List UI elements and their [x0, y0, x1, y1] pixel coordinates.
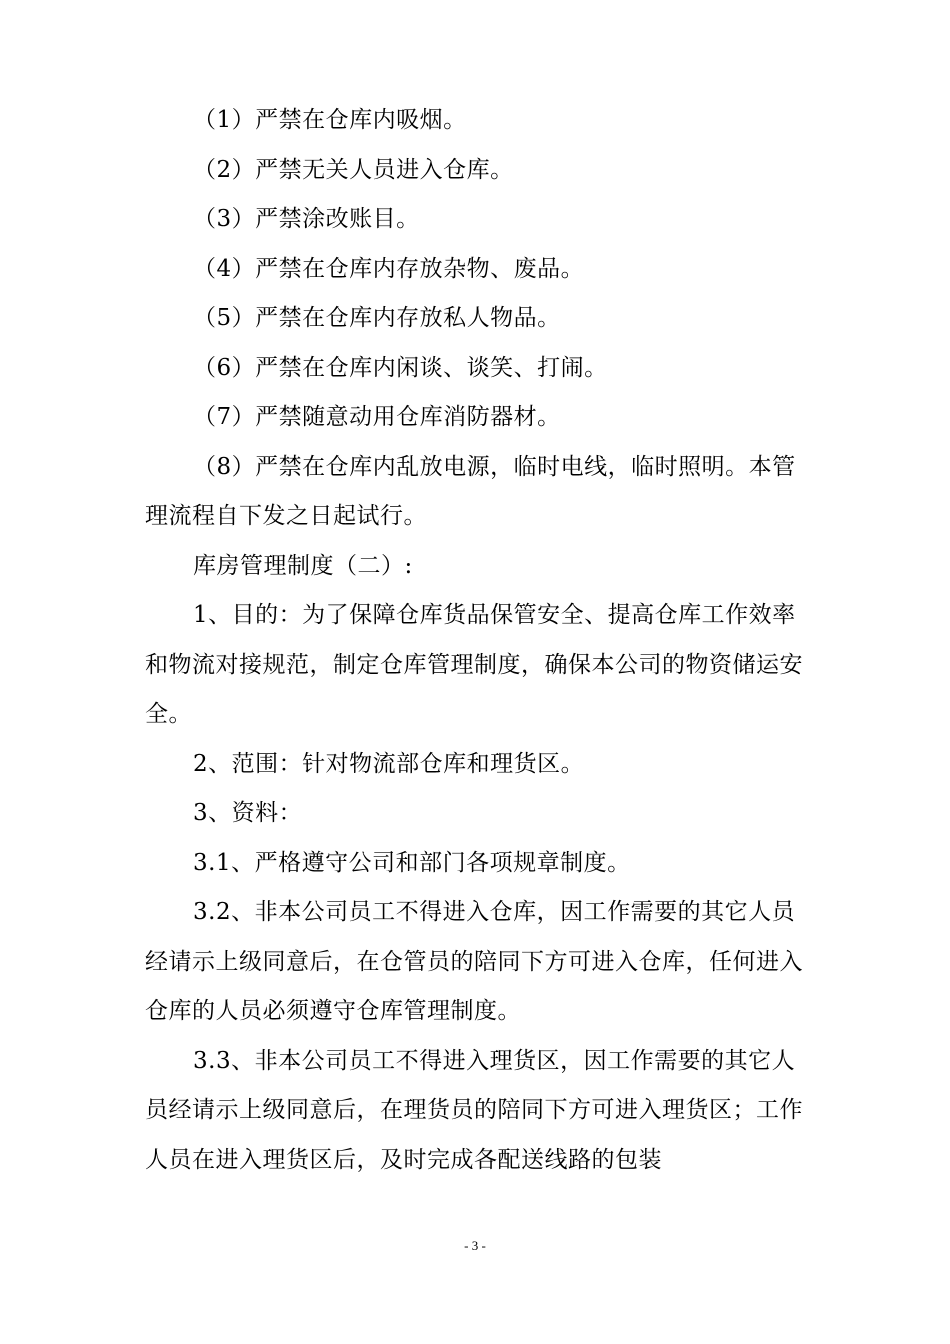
rule-1: （1）严禁在仓库内吸烟。	[193, 107, 467, 133]
clause-3-1: 3.1、严格遵守公司和部门各项规章制度。	[193, 849, 631, 876]
rule-4: （4）严禁在仓库内存放杂物、废品。	[193, 255, 585, 282]
purpose-paragraph: 1、目的：为了保障仓库货品保管安全、提高仓库工作效率和物流对接规范，制定仓库管理制度，确保本公司的物资储运安全。	[145, 602, 803, 727]
rule-7: （7）严禁随意动用仓库消防器材。	[193, 404, 561, 430]
section-title: 库房管理制度（二）:	[193, 552, 413, 579]
rule-6: （6）严禁在仓库内闲谈、谈笑、打闹。	[193, 354, 608, 381]
materials-heading: 3、资料：	[193, 800, 303, 826]
rule-5: （5）严禁在仓库内存放私人物品。	[193, 305, 561, 331]
rule-3: （3）严禁涂改账目。	[193, 206, 420, 232]
clause-3-2: 3.2、非本公司员工不得进入仓库，因工作需要的其它人员经请示上级同意后，在仓管员的陪同下方可进入仓库，任何进入仓库的人员必须遵守仓库管理制度。	[145, 899, 803, 1024]
rule-8: （8）严禁在仓库内乱放电源，临时电线，临时照明。本管理流程自下发之日起试行。	[145, 453, 796, 529]
rule-2: （2）严禁无关人员进入仓库。	[193, 156, 514, 183]
clause-3-3: 3.3、非本公司员工不得进入理货区，因工作需要的其它人员经请示上级同意后，在理货员的陪同下方可进入理货区；工作人员在进入理货区后，及时完成各配送线路的包装	[145, 1047, 803, 1173]
page-number: - 3 -	[464, 1238, 486, 1253]
scope-paragraph: 2、范围：针对物流部仓库和理货区。	[193, 750, 585, 777]
body-text	[145, 96, 815, 1185]
